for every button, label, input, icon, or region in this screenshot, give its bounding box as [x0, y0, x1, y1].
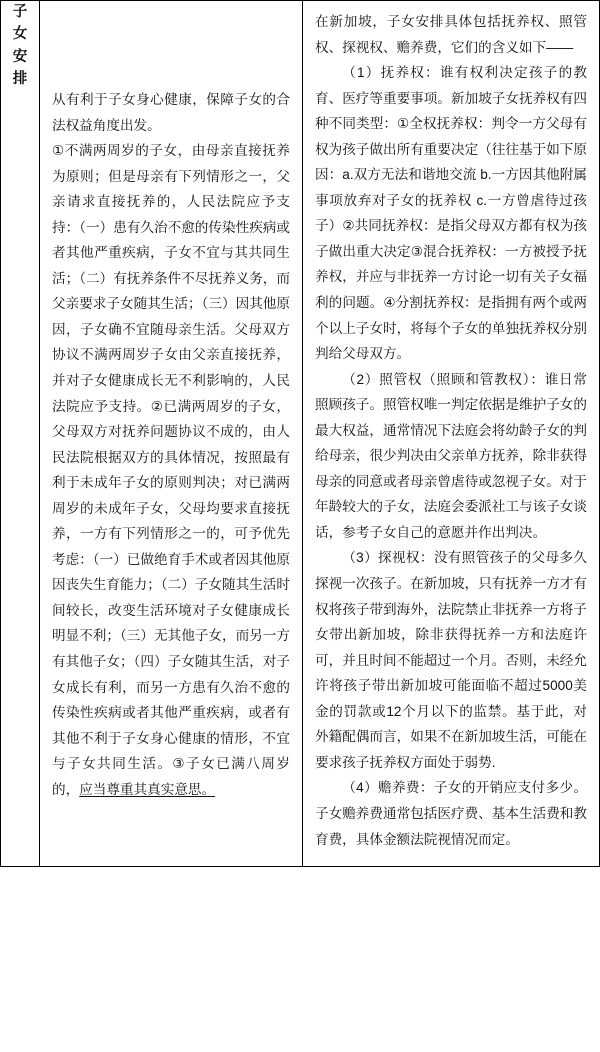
right-paragraph-3: （2）照管权（照顾和管教权）：谁日常照顾孩子。照管权唯一判定依据是维护子女的最大权益，通常情况下法庭会将幼龄子女的判给母亲，很少判决由父亲单方抚养，除非获得母亲的同意或者母亲曾虐待或忽视子女。对于年龄较大的子女，法庭会委派社工与该子女谈话，参考子女自己的意愿并作出判决。 [315, 371, 587, 540]
left-paragraph-2-underlined-tail: 应当尊重其真实意思。 [79, 781, 216, 797]
right-paragraph-2: （1）抚养权：谁有权利决定孩子的教育、医疗等重要事项。新加坡子女抚养权有四种不同类型：①全权抚养权：判令一方父母有权为孩子做出所有重要决定（往往基于如下原因：a.双方无法和谐地交流 b.一方因其他附属事项放弃对子女的抚养权 c.一方曾虐待过孩子）②共同抚养权：是指父母双方都有权为孩子做出重大决定③混合抚养权：一方被授予抚养权，并应与非抚养一方讨论一切有关子女福利的问题。④分割抚养权：是指拥有两个或两个以上子女时，将每个子女的单独抚养权分别判给父母双方。 [315, 65, 587, 362]
left-column-spacer [52, 11, 290, 87]
row-label-text: 子女安排 [12, 4, 28, 88]
right-content-cell [303, 1, 600, 867]
right-paragraph-1: 在新加坡，子女安排具体包括抚养权、照管权、探视权、赡养费，它们的含义如下—— [315, 14, 587, 55]
left-paragraph-2-text: ①不满两周岁的子女，由母亲直接抚养为原则；但是母亲有下列情形之一，父亲请求直接抚养的，人民法院应予支持：（一）患有久治不愈的传染性疾病或者其他严重疾病，子女不宜与其共同生活；（二）有抚养条件不尽抚养义务，而父亲要求子女随其生活；（三）因其他原因，子女确不宜随母亲生活。父母双方协议不满两周岁子女由父亲直接抚养，并对子女健康成长无不利影响的，人民法院应予支持。②已满两周岁的子女，父母双方对抚养问题协议不成的，由人民法院根据双方的具体情况，按照最有利于未成年子女的原则判决；对已满两周岁的未成年子女，父母均要求直接抚养，一方有下列情形之一的，可予优先考虑：（一）已做绝育手术或者因其他原因丧失生育能力；（二）子女随其生活时间较长，改变生活环境对子女健康成长明显不利；（三）无其他子女，而另一方有其他子女；（四）子女随其生活，对子女成长有利，而另一方患有久治不愈的传染性疾病或者其他严重疾病，或者有其他不利于子女身心健康的情形，不宜与子女共同生活。③子女已满八周岁的， [52, 143, 290, 797]
left-column-body [40, 1, 302, 816]
row-label-cell [1, 1, 40, 867]
left-paragraph-1: 从有利于子女身心健康，保障子女的合法权益角度出发。 [52, 92, 290, 133]
right-paragraph-4: （3）探视权：没有照管孩子的父母多久探视一次孩子。在新加坡，只有抚养一方才有权将孩子带到海外，法院禁止非抚养一方将子女带出新加坡，除非获得抚养一方和法庭许可，并且时间不能超过一个月。否则，未经允许将孩子带出新加坡可能面临不超过5000美金的罚款或12个月以下的监禁。基于此，对外籍配偶而言，如果不在新加坡生活，可能在要求孩子抚养权方面处于弱势. [315, 550, 587, 770]
left-paragraph-2 [52, 138, 290, 802]
table-row [1, 1, 600, 867]
left-content-cell [40, 1, 303, 867]
right-column-body [303, 1, 599, 866]
right-paragraph-5: （4）赡养费：子女的开销应支付多少。子女赡养费通常包括医疗费、基本生活费和教育费，具体金额法院视情况而定。 [315, 780, 587, 847]
